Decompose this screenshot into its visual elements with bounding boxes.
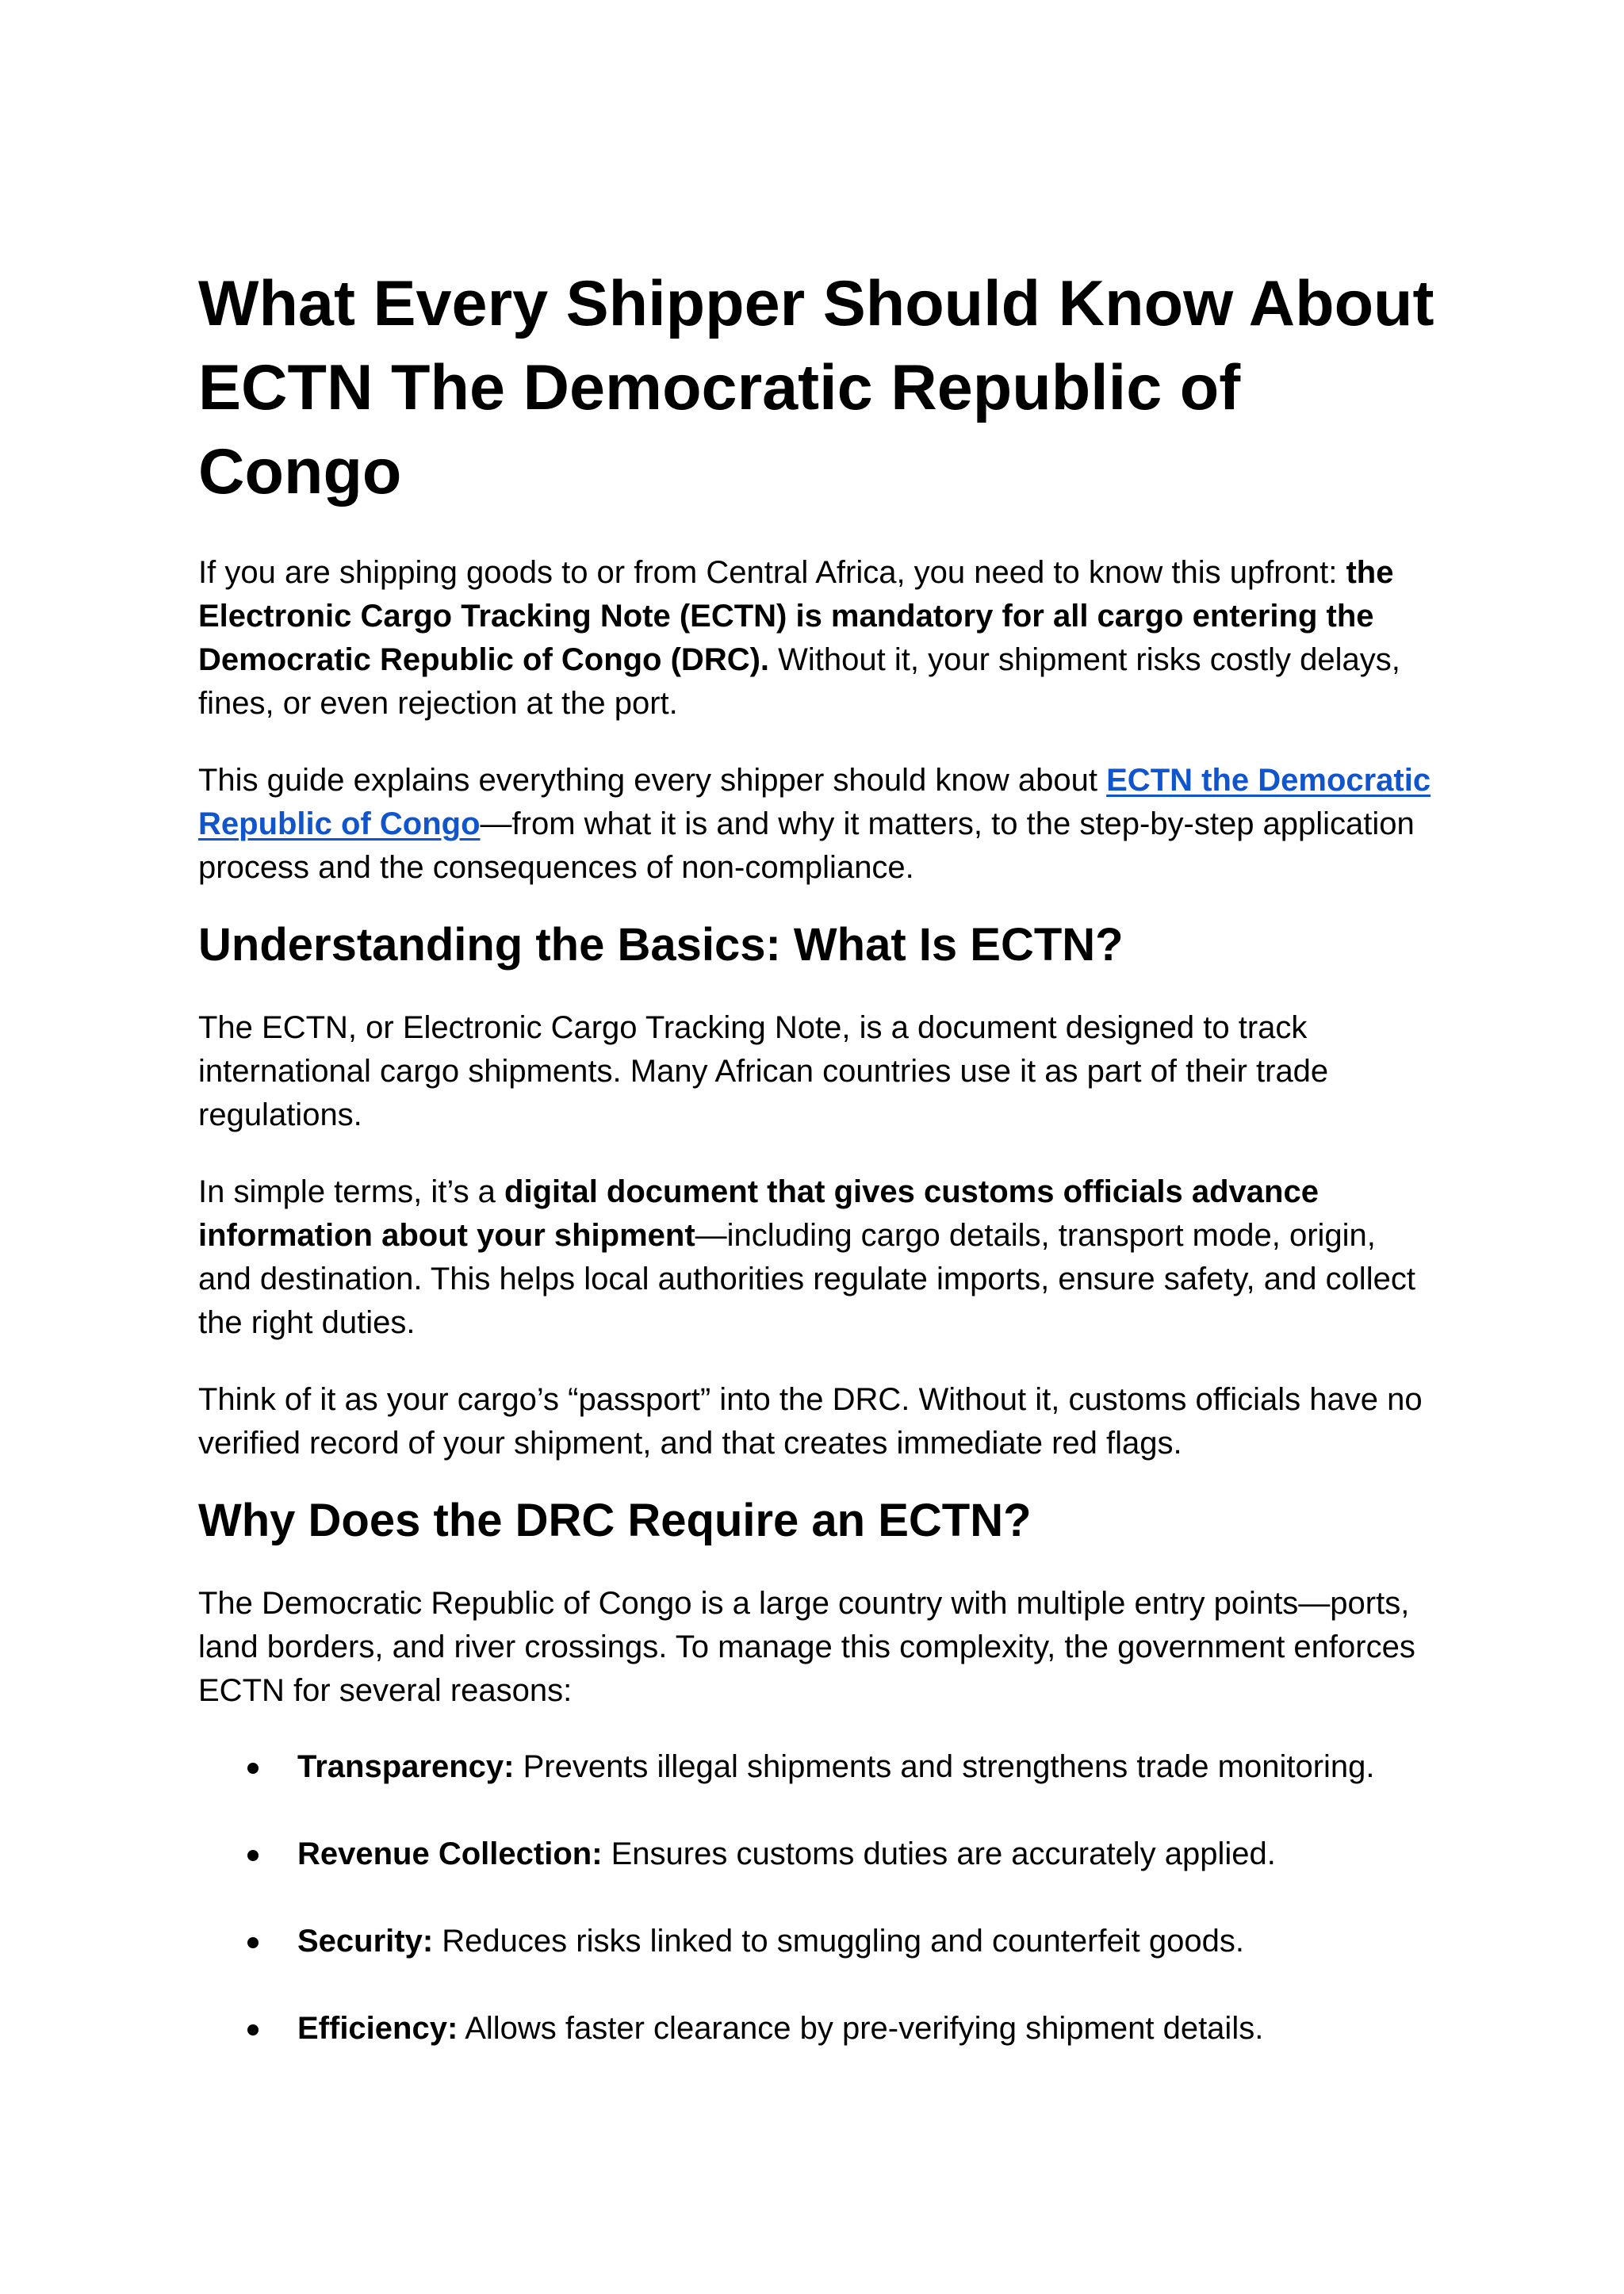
- basics-p2-lead: In simple terms, it’s a: [198, 1174, 505, 1209]
- intro-bold: the Electronic Cargo Tracking Note (ECTN) is mandatory for all cargo entering the Democratic Republic of Congo (DRC).: [198, 555, 1394, 677]
- reason-term: Security:: [297, 1924, 434, 1959]
- reason-text: Prevents illegal shipments and strengthens trade monitoring.: [514, 1749, 1375, 1784]
- bullet-icon: [247, 1763, 259, 1774]
- reason-term: Efficiency:: [297, 2011, 458, 2046]
- page-title: What Every Shipper Should Know About ECTN The Democratic Republic of Congo: [198, 268, 1434, 507]
- list-item: [198, 2007, 1435, 2051]
- ectn-drc-link[interactable]: ECTN the Democratic Republic of Congo: [198, 763, 1431, 841]
- bullet-icon: [247, 1850, 259, 1861]
- basics-paragraph-3: Think of it as your cargo’s “passport” into the DRC. Without it, customs officials have no verified record of your shipment, and that creates immediate red flags.: [198, 1382, 1423, 1461]
- reason-term: Transparency:: [297, 1749, 515, 1784]
- list-item: [198, 1920, 1435, 1963]
- document-page: [198, 262, 1435, 2094]
- list-item: [198, 1745, 1435, 1789]
- reason-text: Allows faster clearance by pre-verifying shipment details.: [458, 2011, 1264, 2046]
- bullet-icon: [247, 1937, 259, 1948]
- list-item: [198, 1833, 1435, 1876]
- intro-tail: Without it, your shipment risks costly delays, fines, or even rejection at the port.: [198, 642, 1400, 721]
- why-paragraph-1: The Democratic Republic of Congo is a large country with multiple entry points—ports, land borders, and river crossings. To manage this complexity, the government enforces ECTN for several reasons:: [198, 1586, 1415, 1708]
- guide-tail: —from what it is and why it matters, to the step-by-step application process and the consequences of non-compliance.: [198, 806, 1415, 885]
- basics-p2-bold: digital document that gives customs officials advance information about your shipment: [198, 1174, 1319, 1253]
- basics-p2-tail: —including cargo details, transport mode, origin, and destination. This helps local authorities regulate imports, ensure safety, and collect the right duties.: [198, 1218, 1415, 1340]
- reason-term: Revenue Collection:: [297, 1836, 603, 1871]
- basics-paragraph-1: The ECTN, or Electronic Cargo Tracking Note, is a document designed to track international cargo shipments. Many African countries use it as part of their trade regulations.: [198, 1010, 1329, 1132]
- basics-paragraph-2: [198, 1170, 1435, 1345]
- intro-lead: If you are shipping goods to or from Central Africa, you need to know this upfront:: [198, 555, 1346, 590]
- reasons-list: [198, 1745, 1435, 2051]
- section-heading-basics: Understanding the Basics: What Is ECTN?: [198, 919, 1124, 971]
- guide-paragraph: [198, 759, 1435, 890]
- bullet-icon: [247, 2024, 259, 2035]
- section-heading-why: Why Does the DRC Require an ECTN?: [198, 1495, 1032, 1546]
- reason-text: Ensures customs duties are accurately applied.: [602, 1836, 1276, 1871]
- reason-text: Reduces risks linked to smuggling and counterfeit goods.: [433, 1924, 1244, 1959]
- intro-paragraph: [198, 551, 1435, 726]
- guide-lead: This guide explains everything every shipper should know about: [198, 763, 1107, 798]
